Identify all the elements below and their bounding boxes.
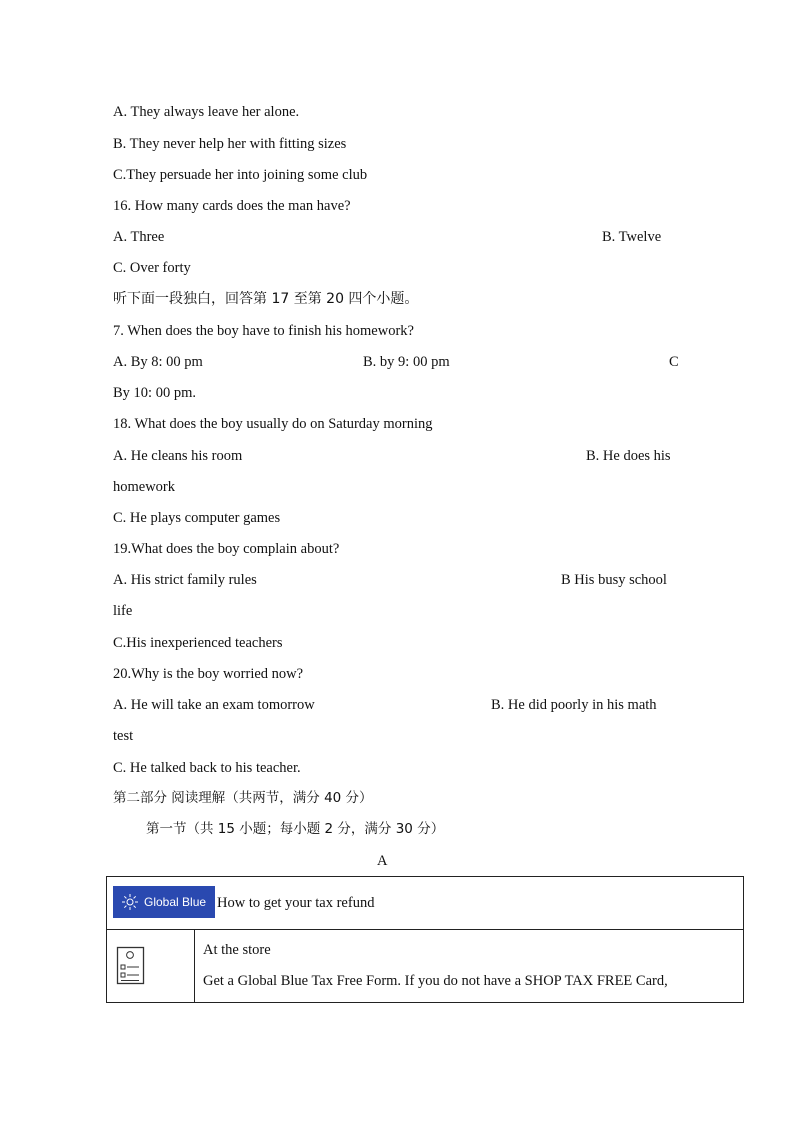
option-16a: A. Three [113, 229, 165, 245]
passage-label: A [377, 853, 388, 869]
option-17c-label: C [669, 354, 679, 370]
option-18b: B. He does his [586, 448, 671, 464]
global-blue-logo-icon [121, 893, 139, 911]
option-15b: B. They never help her with fitting sizes [113, 136, 347, 152]
option-20b-cont: test [113, 728, 134, 744]
option-18b-cont: homework [113, 479, 176, 495]
row-text-cell [195, 930, 744, 1003]
question-16: 16. How many cards does the man have? [113, 198, 351, 214]
option-17b: B. by 9: 00 pm [363, 354, 450, 370]
question-20: 20.Why is the boy worried now? [113, 666, 304, 682]
row-instruction: Get a Global Blue Tax Free Form. If you do not have a SHOP TAX FREE Card, [203, 973, 668, 989]
option-17a: A. By 8: 00 pm [113, 354, 203, 370]
option-15c: C.They persuade her into joining some club [113, 167, 368, 183]
part-two-heading: 第二部分 阅读理解（共两节，满分 40 分） [113, 790, 373, 806]
option-19b-cont: life [113, 603, 133, 619]
global-blue-logo [113, 886, 215, 918]
passage-row-store [107, 930, 744, 1003]
tax-form-icon [116, 946, 146, 986]
passage-header-row [107, 877, 744, 930]
option-19b: B His busy school [561, 572, 667, 588]
option-18c: C. He plays computer games [113, 510, 281, 526]
passage-header-cell [107, 877, 744, 930]
row-icon-cell [107, 930, 195, 1003]
global-blue-logo-text: Global Blue [144, 895, 207, 909]
option-16b: B. Twelve [602, 229, 662, 245]
option-16c: C. Over forty [113, 260, 191, 276]
option-19c: C.His inexperienced teachers [113, 635, 283, 651]
section-one-heading: 第一节（共 15 小题；每小题 2 分，满分 30 分） [146, 821, 445, 837]
option-20c: C. He talked back to his teacher. [113, 760, 301, 776]
option-15a: A. They always leave her alone. [113, 104, 300, 120]
passage-title: How to get your tax refund [217, 895, 375, 911]
question-19: 19.What does the boy complain about? [113, 541, 340, 557]
option-20b: B. He did poorly in his math [491, 697, 657, 713]
option-17c-text: By 10: 00 pm. [113, 385, 196, 401]
question-18: 18. What does the boy usually do on Saturday morning [113, 416, 433, 432]
option-20a: A. He will take an exam tomorrow [113, 697, 315, 713]
section-instruction: 听下面一段独白，回答第 17 至第 20 四个小题。 [113, 291, 419, 307]
row-heading: At the store [203, 942, 271, 958]
option-18a: A. He cleans his room [113, 448, 243, 464]
passage-a-table [106, 876, 744, 1003]
question-17: 7. When does the boy have to finish his homework? [113, 323, 414, 339]
option-19a: A. His strict family rules [113, 572, 257, 588]
